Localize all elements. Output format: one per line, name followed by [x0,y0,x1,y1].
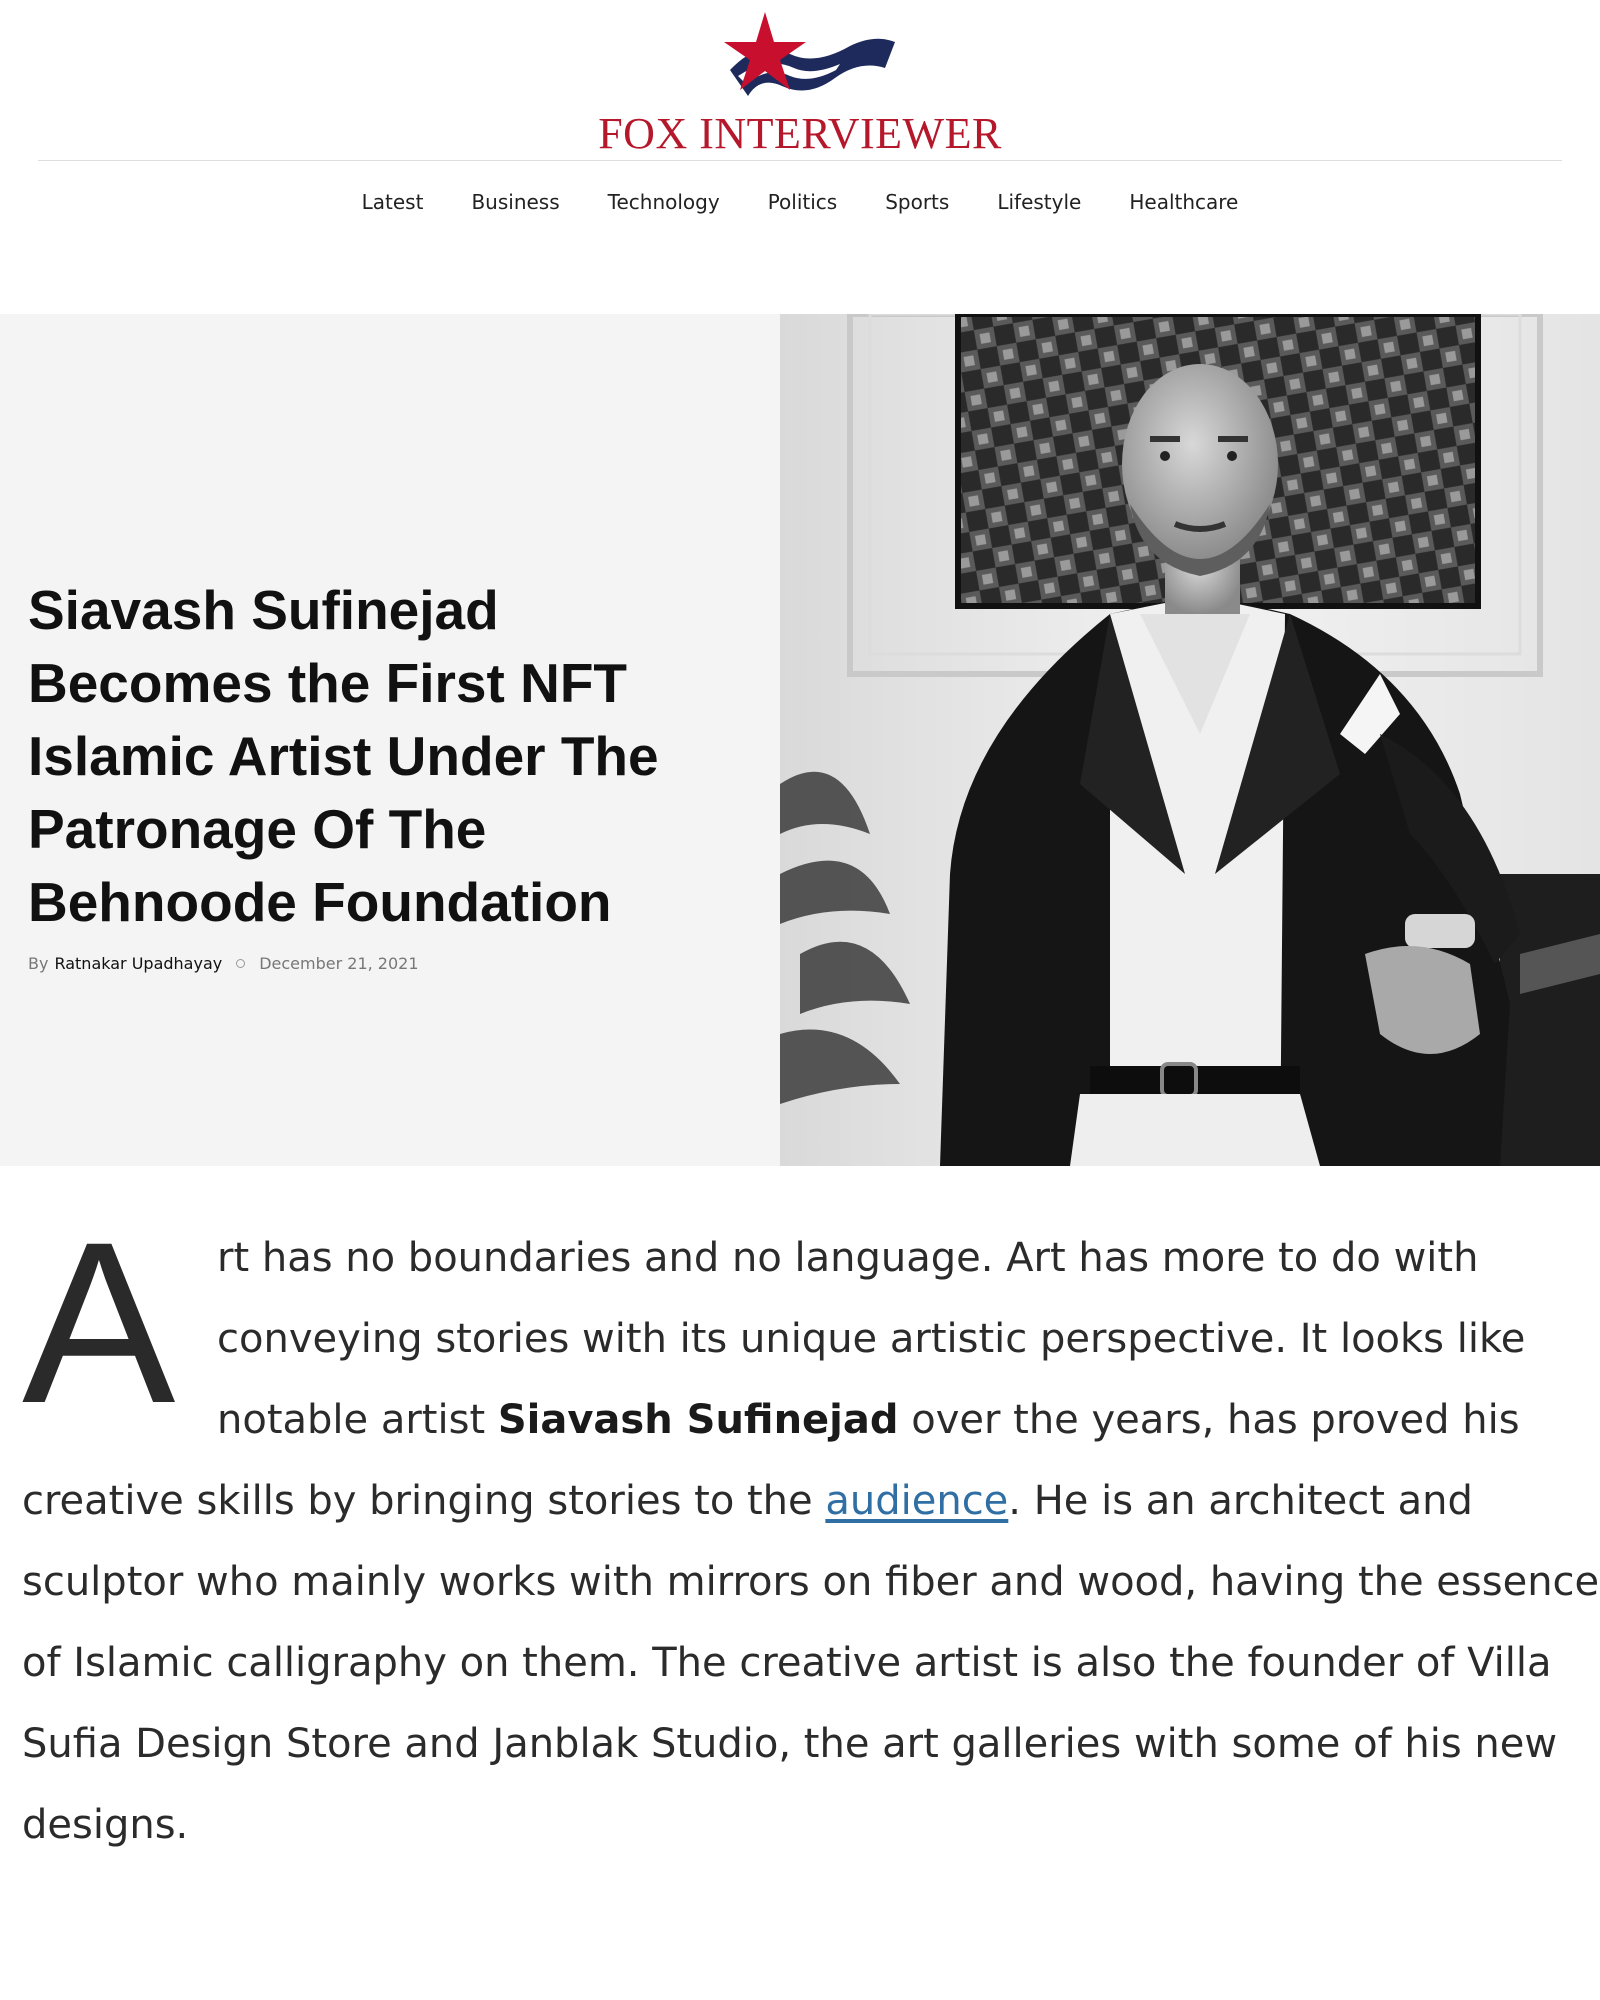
headline-line: Siavash Sufinejad [28,579,499,641]
star-swoosh-logo-icon [690,8,910,108]
author-link[interactable]: Ratnakar Upadhayay [54,954,223,973]
headline-line: Islamic Artist Under The [28,725,659,787]
body-line: Sufia Design Store and Janblak Studio, the art galleries with some of his new [22,1721,1558,1767]
nav-item-business[interactable]: Business [471,190,560,214]
headline-line: Patronage Of The [28,798,487,860]
article-headline [28,574,728,939]
header-divider [38,160,1562,161]
body-text: over the years, has proved his [898,1397,1520,1443]
site-header [0,0,1600,240]
site-logo[interactable] [560,8,1040,158]
body-line: designs. [22,1802,189,1848]
portrait-photo-illustration [780,314,1600,1166]
clock-icon [236,959,245,968]
main-nav [0,186,1600,218]
headline-line: Becomes the First NFT [28,652,628,714]
artist-name: Siavash Sufinejad [497,1397,899,1443]
body-line: of Islamic calligraphy on them. The creative artist is also the founder of Villa [22,1640,1552,1686]
body-line: rt has no boundaries and no language. Art has more to do with [217,1235,1479,1281]
publish-date: December 21, 2021 [259,954,419,973]
article-byline [28,954,419,973]
body-line [217,1380,1520,1461]
byline-prefix: By [28,954,49,973]
body-text: . He is an architect and [1008,1478,1473,1524]
body-text: creative skills by bringing stories to the [22,1478,826,1524]
audience-link[interactable]: audience [825,1478,1009,1524]
body-line: conveying stories with its unique artistic perspective. It looks like [217,1316,1526,1362]
hero-text-panel [0,314,780,1166]
nav-item-politics[interactable]: Politics [767,190,838,214]
body-text: notable artist [217,1397,498,1443]
nav-item-latest[interactable]: Latest [361,190,424,214]
featured-image [780,314,1600,1166]
drop-cap: A [22,1194,176,1451]
body-line [22,1461,1473,1542]
nav-item-sports[interactable]: Sports [885,190,950,214]
site-logo-text: FOX INTERVIEWER [598,109,1002,158]
nav-item-lifestyle[interactable]: Lifestyle [997,190,1082,214]
nav-item-healthcare[interactable]: Healthcare [1129,190,1239,214]
article-hero [0,314,1600,1166]
nav-item-technology[interactable]: Technology [607,190,720,214]
body-line: sculptor who mainly works with mirrors on fiber and wood, having the essence [22,1559,1600,1605]
headline-line: Behnoode Foundation [28,871,612,933]
